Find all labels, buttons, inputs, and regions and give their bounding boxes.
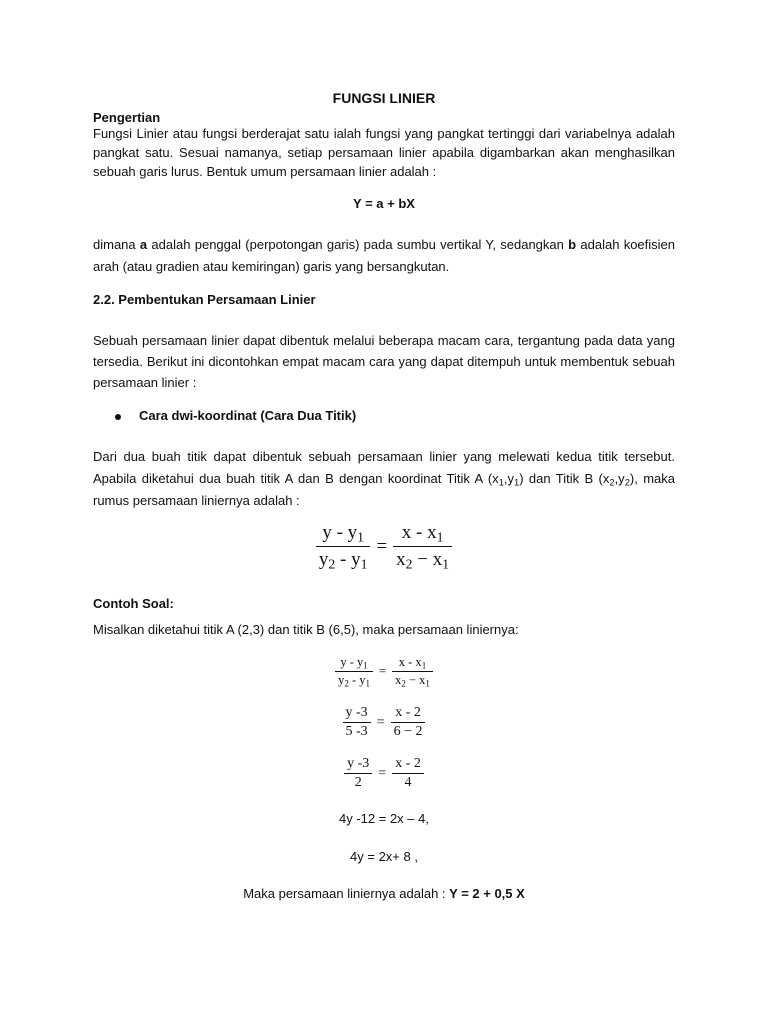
example-step-3: $\frac{y -3}{2}$ = $\frac{x - 2}{4}$ bbox=[0, 756, 768, 791]
two-point-formula: $\frac{y - y_1}{y_2 - y_1}$ = $\frac{x - x_1}{x_2 - x_1}$ bbox=[0, 522, 768, 571]
example-step-1: $\frac{y - y_1}{y_2 - y_1}$ = $\frac{x - x_1}{x_2 - x_1}$ bbox=[0, 655, 768, 688]
formula-lhs: $\frac{y - y_1}{y_2 - y_1}$ bbox=[316, 522, 371, 571]
dua-titik-paragraph: Dari dua buah titik dapat dibentuk sebuah persamaan linier yang melewati kedua titik tersebut. Apabila diketahui dua buah titik A dan B dengan koordinat Titik A $(x_1,y_1)$ dan Titik B $(x_2,y_2)$, maka rumus persamaan liniernya adalah : bbox=[93, 449, 675, 508]
page-title: FUNGSI LINIER bbox=[332, 90, 436, 106]
pengertian-heading: Pengertian bbox=[93, 110, 161, 125]
pengertian-paragraph: Fungsi Linier atau fungsi berderajat satu ialah fungsi yang pangkat tertinggi dari variabelnya adalah pangkat satu. Sesuai namanya, setiap persamaan linier apabila digambarkan akan menghasilkan sebuah garis lurus. Bentuk umum persamaan linier adalah : bbox=[93, 126, 675, 179]
formula-rhs: $\frac{x - x_1}{x_2 - x_1}$ bbox=[393, 522, 452, 571]
section-paragraph: Sebuah persamaan linier dapat dibentuk melalui beberapa macam cara, tergantung pada data yang tersedia. Berikut ini dicontohkan empat macam cara yang dapat ditempuh untuk membentuk sebuah persamaan linier : bbox=[93, 333, 675, 390]
example-step-4: 4y -12 = 2x – 4, bbox=[339, 811, 429, 826]
general-formula: Y = a + bX bbox=[353, 196, 415, 211]
bullet-item: Cara dwi-koordinat (Cara Dua Titik) bbox=[115, 408, 356, 423]
contoh-heading: Contoh Soal: bbox=[93, 596, 174, 611]
example-step-5: 4y = 2x+ 8 , bbox=[350, 849, 418, 864]
example-result: Maka persamaan liniernya adalah : Y = 2 + 0,5 X bbox=[243, 886, 525, 901]
section-heading: 2.2. Pembentukan Persamaan Linier bbox=[93, 292, 316, 307]
bullet-icon bbox=[115, 414, 121, 420]
dimana-paragraph: dimana a adalah penggal (perpotongan garis) pada sumbu vertikal Y, sedangkan b adalah koefisien arah (atau gradien atau kemiringan) garis yang bersangkutan. bbox=[93, 237, 676, 274]
contoh-paragraph: Misalkan diketahui titik A (2,3) dan titik B (6,5), maka persamaan liniernya: bbox=[93, 622, 519, 637]
example-step-2: $\frac{y -3}{5 -3}$ = $\frac{x - 2}{6 - 2}$ bbox=[0, 705, 768, 740]
